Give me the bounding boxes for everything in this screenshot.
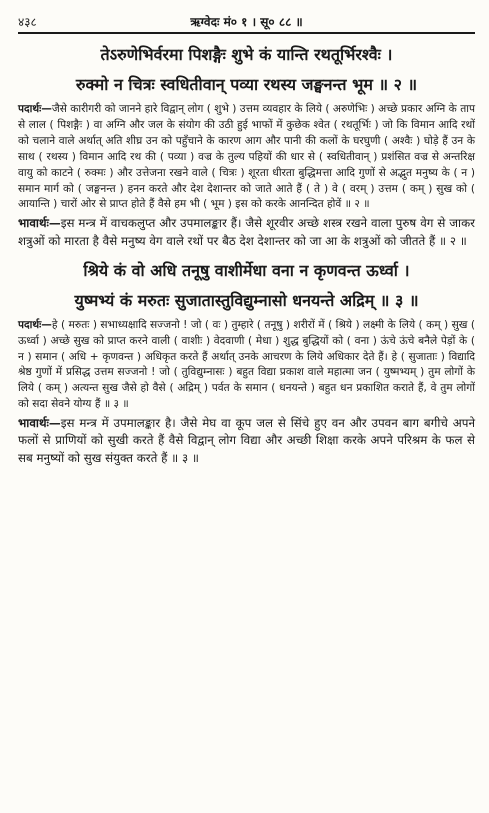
mantra-line: रुक्मो न चित्रः स्वधितीवान् पव्या रथस्य जङ्घनन्त भूम ॥ २ ॥ <box>75 75 418 94</box>
mantra-line: तेऽरुणेभिर्वरमा पिशङ्गैः शुभे कं यान्ति रथतूर्भिरश्वैः । <box>100 45 393 64</box>
mantra-3-block <box>18 256 475 316</box>
padartha-paragraph <box>18 318 475 413</box>
header-rule <box>18 32 475 34</box>
padartha-text: हे ( मरुतः ) सभाध्यक्षादि सज्जनो ! जो ( वः ) तुम्हारे ( तनूषु ) शरीरों में ( श्रिये ) लक्ष्मी के लिये ( कम् ) सुख ( ऊर्ध्वा ) अच्छे सुख को प्राप्त करने वाली ( वाशीः ) वेदवाणी ( मेधा ) शुद्ध बुद्धियों को ( वना ) ऊंचे ऊंचे बनैले पेड़ों के ( न ) समान ( अधि + कृणवन्त ) अधिकृत करते हैं अर्थात् उनके आचरण के लिये अधिकार देते हैं। हे ( सुजाताः ) विद्यादि श्रेष्ठ गुणों में प्रसिद्ध उत्तम सज्जनो ! जो ( तुविद्युम्नासः ) बहुत विद्या प्रकाश वाले महात्मा जन ( युष्मभ्यम् ) तुम लोगों के लिये ( कम् ) अत्यन्त सुख जैसे हो वैसे ( अद्रिम् ) पर्वत के समान ( धनयन्ते ) बहुत धन प्रकाशित कराते हैं, वे तुम लोगों को सदा सेवने योग्य हैं ॥ ३ ॥ <box>18 318 475 411</box>
mantra-line: श्रिये कं वो अधि तनूषु वाशीर्मेधा वना न कृणवन्त ऊर्ध्वा । <box>83 260 410 280</box>
bhavartha-paragraph <box>18 415 475 467</box>
padartha-paragraph <box>18 102 475 213</box>
bhavartha-text: इस मन्त्र में उपमालङ्कार है। जैसे मेघ वा कूप जल से सिंचे हुए वन और उपवन बाग बगीचे अपने फलों से प्राणियों को सुखी करते हैं वैसे विद्वान् लोग विद्या और अच्छी शिक्षा करके अपने परिश्रम के फल से सब मनुष्यों को सुख संयुक्त करते हैं ॥ ३ ॥ <box>18 416 475 465</box>
page-header <box>18 10 475 32</box>
mantra-line: युष्मभ्यं कं मरुतः सुजातास्तुविद्युम्नासो धनयन्ते अद्रिम् ॥ ३ ॥ <box>74 290 419 310</box>
padartha-label: पदार्थः— <box>18 318 52 331</box>
padartha-label: पदार्थः— <box>18 103 52 115</box>
padartha-text: जैसे कारीगरी को जानने हारे विद्वान् लोग ( शुभे ) उत्तम व्यवहार के लिये ( अरुणेभिः ) अच्छे प्रकार अग्नि के ताप से लाल ( पिशङ्गैः ) वा अग्नि और जल के संयोग की उठी हुई भाफों में कुछेक श्वेत ( रथतूर्भिः ) जो कि विमान आदि रथों को चलाने वाले अर्थात् अति शीघ्र उन को पहुँचाने के कारण आग और पानी की कलों के घरघुणी ( अश्वैः ) घोड़े हैं उन के साथ ( रथस्य ) विमान आदि रथ की ( पव्या ) वज्र के तुल्य पहियों की धार से ( स्वधितीवान् ) प्रशंसित वज्र से अन्तरिक्ष वायु को काटने ( रुक्मः ) और उत्तेजना रखने वाले ( चित्रः ) शूरता धीरता बुद्धिमत्ता आदि गुणों से अद्भुत मनुष्य के ( न ) समान मार्ग को ( जङ्घनन्त ) हनन करते और देश देशान्तर को जाते आते हैं ( ते ) वे ( वरम् ) उत्तम ( कम् ) सुख को ( आयान्ति ) चारों ओर से प्राप्त होते हैं वैसे हम भी ( भूम ) इस को करके आनन्दित होवें ॥ २ ॥ <box>18 103 475 211</box>
running-title: ऋग्वेदः मं० १ । सू० ८८ ॥ <box>190 14 303 29</box>
bhavartha-text: इस मन्त्र में वाचकलुप्त और उपमालङ्कार हैं। जैसे शूरवीर अच्छे शस्त्र रखने वाला पुरुष वेग से जाकर शत्रुओं को मारता है वैसे मनुष्य वेग वाले रथों पर बैठ देश देशान्तर को जा आ के शत्रुओं को जीतते हैं ॥ २ ॥ <box>18 216 475 248</box>
bhavartha-paragraph <box>18 215 475 249</box>
page-number: ४३८ <box>18 14 37 29</box>
bhavartha-label: भावार्थः— <box>18 416 61 431</box>
mantra-2-block <box>18 40 475 100</box>
bhavartha-label: भावार्थः— <box>18 216 61 231</box>
